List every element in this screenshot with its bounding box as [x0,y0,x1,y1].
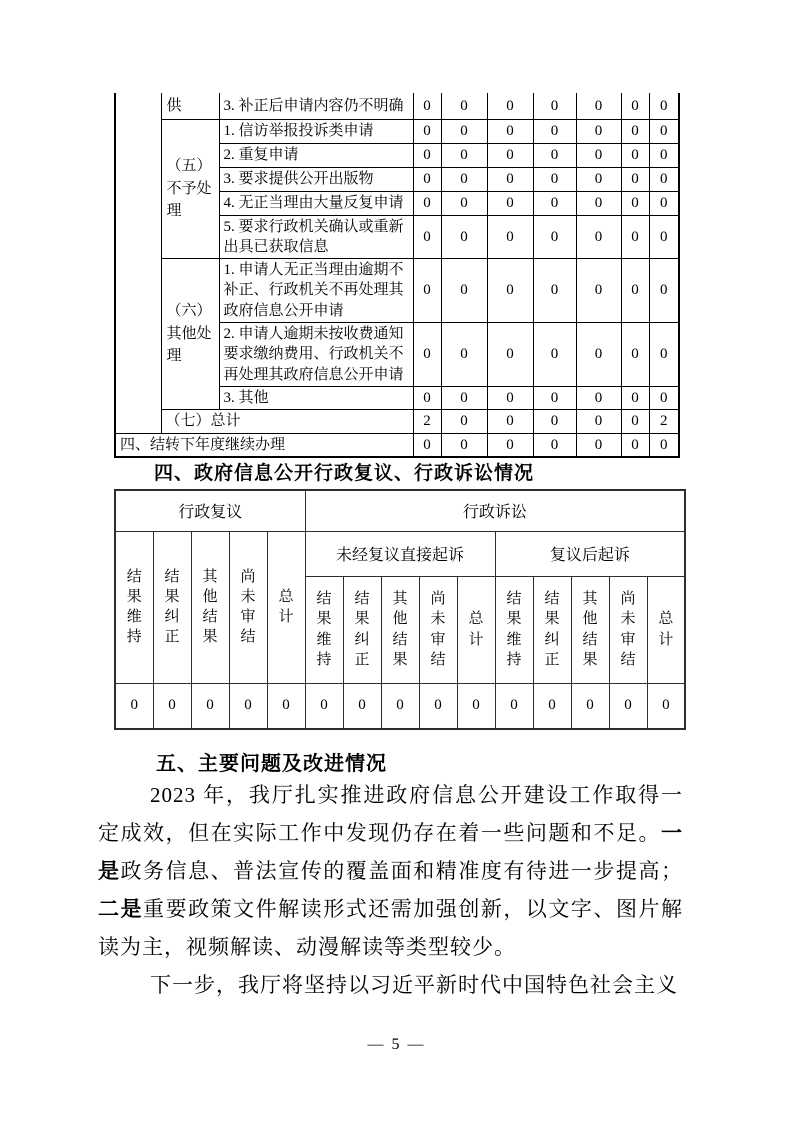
t1-value-cell: 0 [576,215,621,259]
t2-header-cell [609,576,647,683]
review-litigation-table [114,489,686,730]
t2-value-cell: 0 [229,683,267,729]
paragraph [98,776,683,966]
t2-value-cell: 0 [191,683,229,729]
t2-header-cell [343,576,381,683]
t2-value-cell: 0 [647,683,685,729]
t1-value-cell: 0 [441,215,487,259]
t1-value-cell: 0 [533,167,576,191]
t1-item-cell: 3. 要求提供公开出版物 [219,167,413,191]
t1-carryover-value-cell: 0 [487,433,533,457]
t1-value-cell: 0 [576,259,621,323]
t1-value-cell: 0 [441,323,487,387]
t1-item-cell: 3. 补正后申请内容仍不明确 [219,93,413,119]
t1-item-cell: 4. 无正当理由大量反复申请 [219,191,413,215]
t1-value-cell: 0 [621,93,649,119]
t1-value-cell: 0 [413,259,441,323]
table-row [115,259,679,323]
t1-value-cell: 0 [413,119,441,143]
t1-carryover-value-cell: 0 [441,433,487,457]
t2-header-cell [647,576,685,683]
t1-carryover-value-cell: 0 [533,433,576,457]
t1-total-value-cell: 0 [621,410,649,433]
t2-value-cell: 0 [495,683,533,729]
t1-value-cell: 0 [413,323,441,387]
t1-value-cell: 0 [487,387,533,410]
t1-value-cell: 0 [621,215,649,259]
t1-value-cell: 0 [487,93,533,119]
t1-value-cell: 0 [487,119,533,143]
t1-value-cell: 0 [487,191,533,215]
t2-value-cell: 0 [457,683,495,729]
t1-value-cell: 0 [576,191,621,215]
t2-value-cell: 0 [343,683,381,729]
t2-header-cell [495,576,533,683]
t1-value-cell: 0 [621,167,649,191]
t1-value-cell: 0 [576,167,621,191]
t2-value-cell: 0 [381,683,419,729]
t1-value-cell: 0 [649,387,679,410]
t2-litigation-header-cell: 行政诉讼 [305,490,685,531]
t1-value-cell: 0 [649,167,679,191]
para1-text: 政务信息、普法宣传的覆盖面和精准度有待进一步提高； [120,859,684,883]
t1-value-cell: 0 [441,167,487,191]
t1-value-cell: 0 [649,191,679,215]
t1-value-cell: 0 [441,259,487,323]
para1-bold-yishi: 一是 [98,821,683,883]
t2-header-cell [571,576,609,683]
section5-heading: 五、主要问题及改进情况 [156,753,387,775]
t1-total-label-cell: （七）总计 [161,410,413,433]
t2-header-cell [381,576,419,683]
t2-header-cell [533,576,571,683]
t1-value-cell: 0 [621,387,649,410]
t1-value-cell: 0 [649,143,679,167]
t2-value-cell: 0 [115,683,153,729]
t1-category5-cell: （五）不予处理 [161,119,219,259]
t1-value-cell: 0 [649,323,679,387]
t1-value-cell: 0 [533,191,576,215]
t1-value-cell: 0 [649,259,679,323]
table-row [115,93,679,119]
t1-item-cell: 3. 其他 [219,387,413,410]
t1-value-cell: 0 [413,143,441,167]
t2-value-cell: 0 [609,683,647,729]
t1-value-cell: 0 [413,93,441,119]
t2-header-cell [305,576,343,683]
t1-carryover-label-cell: 四、结转下年度继续办理 [115,433,413,457]
t1-value-cell: 0 [441,119,487,143]
t1-value-cell: 0 [487,215,533,259]
t1-value-cell: 0 [413,215,441,259]
t1-item-cell: 1. 申请人无正当理由逾期不补正、行政机关不再处理其政府信息公开申请 [219,259,413,323]
t1-item-cell: 2. 重复申请 [219,143,413,167]
t1-total-value-cell: 0 [487,410,533,433]
t1-carryover-value-cell: 0 [621,433,649,457]
t1-item-cell: 5. 要求行政机关确认或重新出具已获取信息 [219,215,413,259]
t1-value-cell: 0 [576,143,621,167]
t1-item-cell: 1. 信访举报投诉类申请 [219,119,413,143]
t1-total-value-cell: 2 [649,410,679,433]
t1-value-cell: 0 [621,259,649,323]
t2-header-label: 结果维持 [126,568,142,646]
t1-value-cell: 0 [487,259,533,323]
t1-item-cell: 2. 申请人逾期未按收费通知要求缴纳费用、行政机关不再处理其政府信息公开申请 [219,323,413,387]
t1-value-cell: 0 [649,119,679,143]
t2-value-cell: 0 [419,683,457,729]
t1-carryover-value-cell: 0 [649,433,679,457]
para1-text: 2023 年，我厅扎实推进政府信息公开建设工作取得一定成效，但在实际工作中发现仍存在着一些问题和不足。 [98,783,683,845]
para1-bold-ershi: 二是 [98,897,144,921]
t1-category6-cell: （六）其他处理 [161,259,219,410]
t2-header-cell [191,531,229,683]
t2-direct-suit-header-cell: 未经复议直接起诉 [305,531,495,576]
t1-value-cell: 0 [576,93,621,119]
t1-value-cell: 0 [621,191,649,215]
table-row [115,683,685,729]
t1-carryover-value-cell: 0 [576,433,621,457]
t2-header-cell [115,531,153,683]
t2-header-cell [267,531,305,683]
t2-header-cell [229,531,267,683]
t1-value-cell: 0 [533,119,576,143]
t1-value-cell: 0 [441,387,487,410]
t1-carryover-value-cell: 0 [413,433,441,457]
t2-header-label: 结果纠正 [354,591,370,668]
table-row [115,119,679,143]
t1-value-cell: 0 [441,191,487,215]
t2-header-label: 尚未审结 [620,591,636,668]
t2-header-label: 尚未审结 [430,591,446,668]
t1-value-cell: 0 [413,191,441,215]
t2-header-label: 结果纠正 [164,568,180,646]
t2-header-cell [457,576,495,683]
t1-value-cell: 0 [487,323,533,387]
t2-post-review-suit-header-cell: 复议后起诉 [495,531,685,576]
page-number: — 5 — [367,1036,426,1053]
t1-value-cell: 0 [533,387,576,410]
t1-value-cell: 0 [487,167,533,191]
t1-value-cell: 0 [413,167,441,191]
t2-header-label: 其他结果 [202,568,218,646]
t1-value-cell: 0 [441,93,487,119]
t1-value-cell: 0 [621,119,649,143]
t1-value-cell: 0 [621,143,649,167]
t2-value-cell: 0 [305,683,343,729]
t1-value-cell: 0 [576,323,621,387]
t2-header-label: 结果纠正 [544,591,560,668]
t2-review-header-cell: 行政复议 [115,490,305,531]
t1-value-cell: 0 [576,387,621,410]
t2-value-cell: 0 [153,683,191,729]
t1-value-cell: 0 [649,93,679,119]
t2-value-cell: 0 [533,683,571,729]
table-row [115,531,685,576]
t2-header-label: 其他结果 [392,591,408,668]
t1-total-value-cell: 0 [441,410,487,433]
t1-total-value-cell: 0 [533,410,576,433]
t1-total-value-cell: 0 [576,410,621,433]
body-text [98,776,683,1004]
t1-total-value-cell: 2 [413,410,441,433]
t1-category-partial-cell: 供 [161,93,219,119]
t1-value-cell: 0 [649,215,679,259]
t2-header-label: 结果维持 [316,591,332,668]
table-row [115,433,679,457]
t2-header-label: 其他结果 [582,591,598,668]
paragraph: 下一步，我厅将坚持以习近平新时代中国特色社会主义 [150,973,678,997]
t1-value-cell: 0 [487,143,533,167]
table-row [115,410,679,433]
t1-value-cell: 0 [441,143,487,167]
t1-value-cell: 0 [576,119,621,143]
t2-header-label: 总计 [468,611,484,648]
t2-value-cell: 0 [571,683,609,729]
t1-value-cell: 0 [413,387,441,410]
t2-header-cell [153,531,191,683]
t1-value-cell: 0 [533,259,576,323]
t1-value-cell: 0 [533,323,576,387]
t1-value-cell: 0 [533,93,576,119]
t2-value-cell: 0 [267,683,305,729]
t1-value-cell: 0 [533,143,576,167]
t1-value-cell: 0 [621,323,649,387]
section4-heading: 四、政府信息公开行政复议、行政诉讼情况 [154,463,535,484]
t2-header-cell [419,576,457,683]
t1-left-span-cell [115,93,161,433]
t2-header-label: 总计 [278,588,294,625]
t2-header-label: 尚未审结 [240,568,256,646]
table-row [115,490,685,531]
t2-header-label: 结果维持 [506,591,522,668]
para1-text: 重要政策文件解读形式还需加强创新，以文字、图片解读为主，视频解读、动漫解读等类型较少。 [98,897,684,959]
t1-value-cell: 0 [533,215,576,259]
t2-header-label: 总计 [658,611,674,648]
processing-results-table [114,93,680,458]
